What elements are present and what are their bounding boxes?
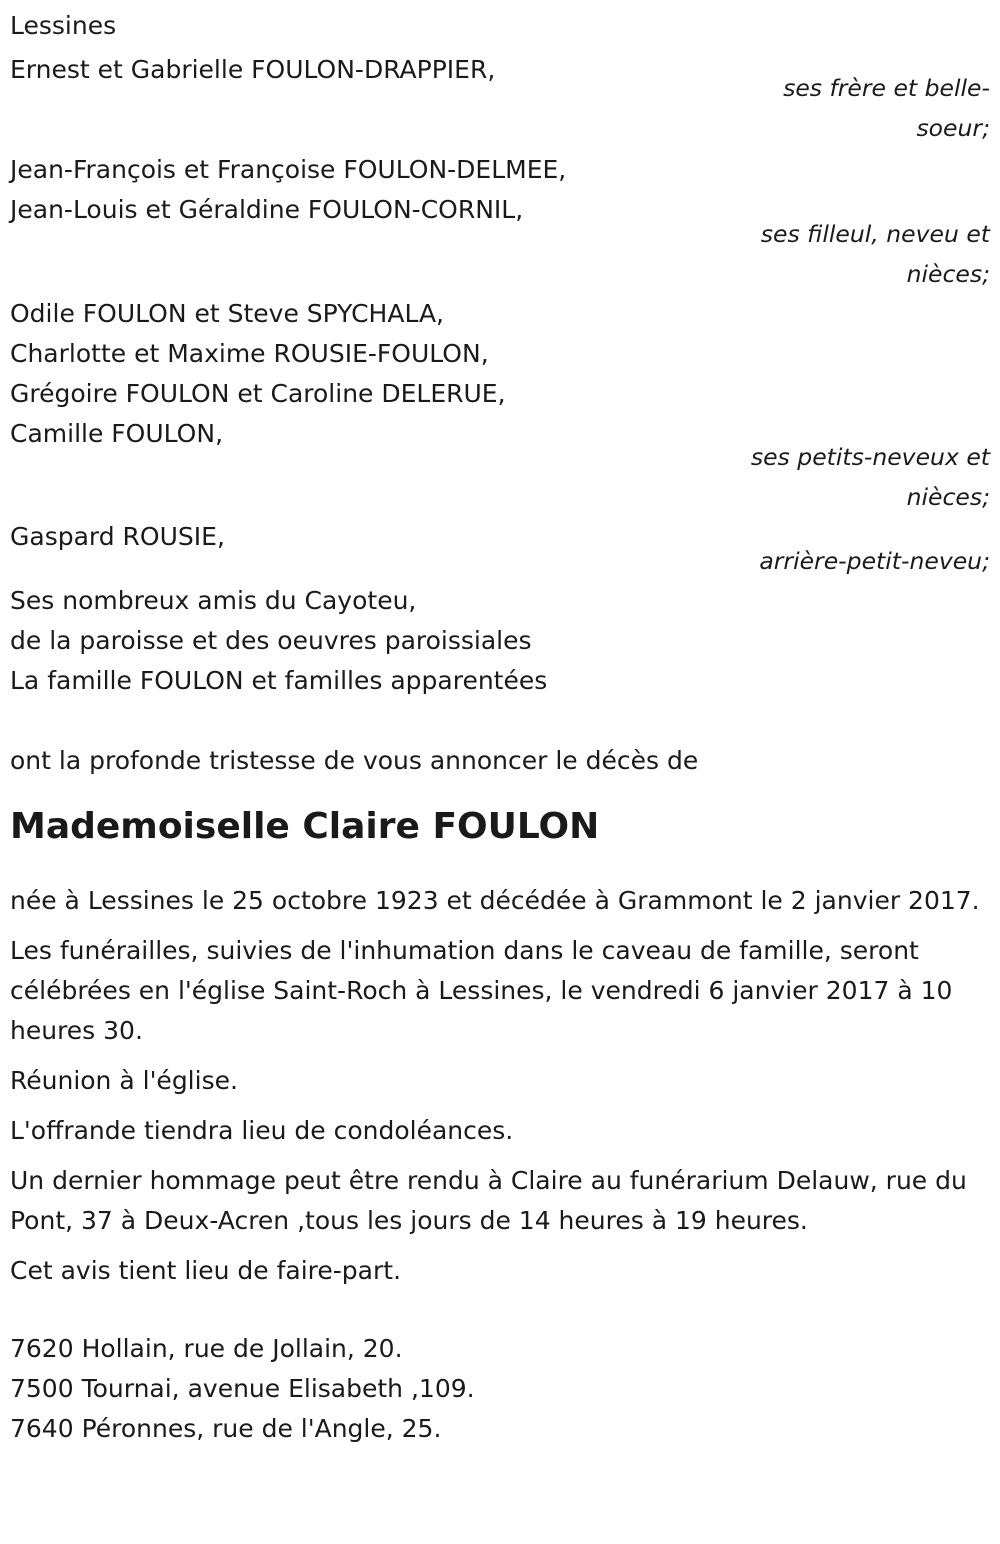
town-heading: Lessines (10, 11, 117, 40)
address-line: 7500 Tournai, avenue Elisabeth ,109. (10, 1374, 475, 1403)
family-group-godchild-nephews (10, 150, 990, 294)
family-name: Grégoire FOULON et Caroline DELERUE, (10, 379, 506, 408)
mourner-line: de la paroisse et des oeuvres paroissiales (10, 626, 532, 655)
family-role: nièces; (906, 260, 990, 288)
address-line: 7620 Hollain, rue de Jollain, 20. (10, 1334, 403, 1363)
family-role: soeur; (916, 114, 990, 142)
family-role: arrière-petit-neveu; (759, 547, 990, 575)
family-name: Odile FOULON et Steve SPYCHALA, (10, 299, 444, 328)
birth-death-paragraph: née à Lessines le 25 octobre 1923 et décédée à Grammont le 2 janvier 2017. (10, 886, 980, 915)
deceased-name: Mademoiselle Claire FOULON (10, 806, 600, 847)
mourner-line: Ses nombreux amis du Cayoteu, (10, 586, 417, 615)
announcement-text: ont la profonde tristesse de vous annoncer le décès de (10, 746, 699, 775)
offering-paragraph: L'offrande tiendra lieu de condoléances. (10, 1116, 514, 1145)
family-group-great-grandnephew (10, 517, 990, 581)
family-role: ses filleul, neveu et (760, 220, 990, 248)
family-name: Jean-Louis et Géraldine FOULON-CORNIL, (10, 195, 524, 224)
family-role: nièces; (906, 483, 990, 511)
family-group-siblings (10, 50, 990, 148)
funeral-paragraph: Les funérailles, suivies de l'inhumation dans le caveau de famille, seront célébrées en l'église Saint-Roch à Lessines, le vendredi 6 janvier 2017 à 10 heures 30. (10, 936, 953, 1045)
meeting-paragraph: Réunion à l'église. (10, 1066, 238, 1095)
family-name: Charlotte et Maxime ROUSIE-FOULON, (10, 339, 489, 368)
details-section (10, 881, 990, 1291)
address-line: 7640 Péronnes, rue de l'Angle, 25. (10, 1414, 442, 1443)
other-mourners (10, 581, 990, 701)
family-role: ses frère et belle- (783, 74, 990, 102)
notice-paragraph: Cet avis tient lieu de faire-part. (10, 1256, 402, 1285)
addresses (10, 1329, 990, 1449)
family-name: Gaspard ROUSIE, (10, 522, 225, 551)
mourner-line: La famille FOULON et familles apparentées (10, 666, 548, 695)
family-name: Jean-François et Françoise FOULON-DELMEE, (10, 155, 567, 184)
tribute-paragraph: Un dernier hommage peut être rendu à Claire au funérarium Delauw, rue du Pont, 37 à Deux-Acren ,tous les jours de 14 heures à 19 heures. (10, 1166, 967, 1235)
obituary-notice (0, 6, 1000, 1449)
family-name: Ernest et Gabrielle FOULON-DRAPPIER, (10, 55, 496, 84)
family-name: Camille FOULON, (10, 419, 224, 448)
family-group-grandnephews (10, 294, 990, 517)
family-role: ses petits-neveux et (750, 443, 990, 471)
